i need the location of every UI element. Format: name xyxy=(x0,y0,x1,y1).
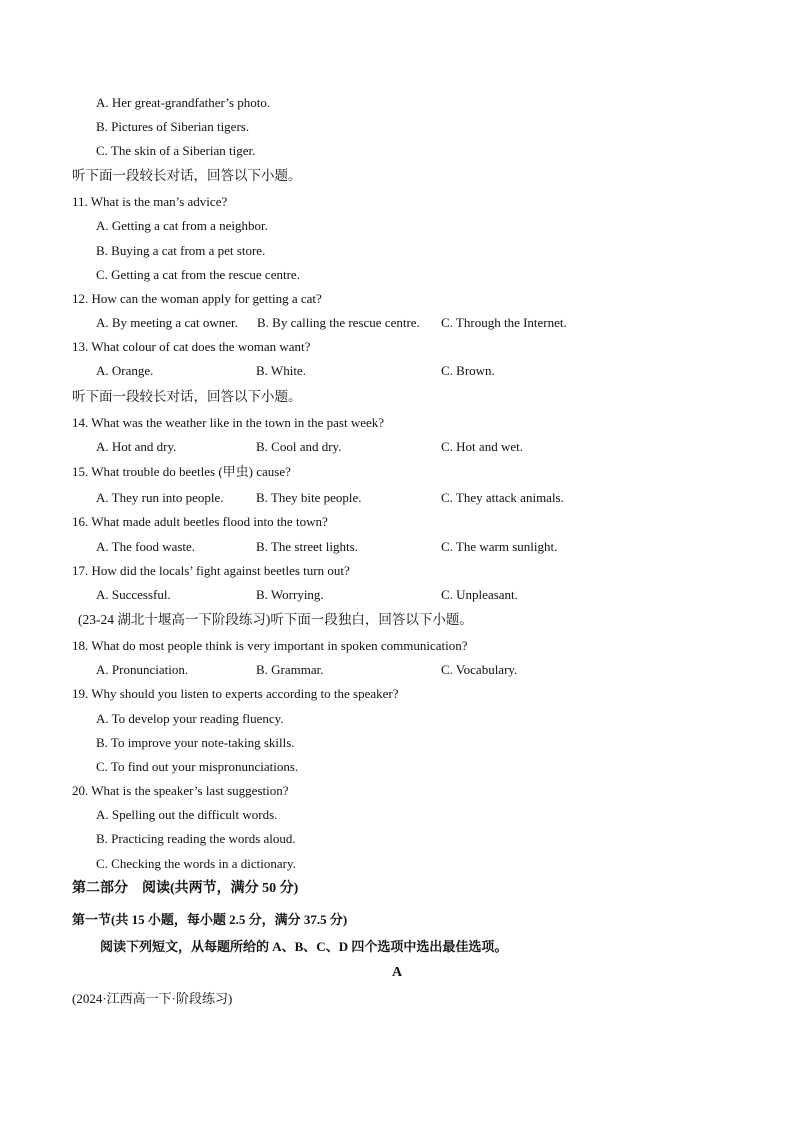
option-10c: C. The skin of a Siberian tiger. xyxy=(96,143,256,158)
option-12c: C. Through the Internet. xyxy=(441,315,567,330)
option-14c: C. Hot and wet. xyxy=(441,439,523,454)
option-11c: C. Getting a cat from the rescue centre. xyxy=(96,267,300,282)
option-20a: A. Spelling out the difficult words. xyxy=(96,807,278,822)
question-12: 12. How can the woman apply for getting a cat? xyxy=(72,291,322,306)
section-heading: 第一节(共 15 小题，每小题 2.5 分，满分 37.5 分) xyxy=(72,912,348,927)
option-14a: A. Hot and dry. xyxy=(96,439,177,454)
part-heading: 第二部分 阅读(共两节，满分 50 分) xyxy=(72,881,299,896)
question-17: 17. How did the locals’ fight against beetles turn out? xyxy=(72,563,350,578)
question-14: 14. What was the weather like in the town in the past week? xyxy=(72,415,385,430)
option-10a: A. Her great-grandfather’s photo. xyxy=(96,95,271,110)
option-17a: A. Successful. xyxy=(96,587,171,602)
option-20b: B. Practicing reading the words aloud. xyxy=(96,831,296,846)
option-19c: C. To find out your mispronunciations. xyxy=(96,759,299,774)
option-16b: B. The street lights. xyxy=(256,539,358,554)
option-13c: C. Brown. xyxy=(441,363,495,378)
section-instruction: (23-24 湖北十堰高一下阶段练习)听下面一段独白，回答以下小题。 xyxy=(78,612,473,627)
option-15a: A. They run into people. xyxy=(96,490,224,505)
option-11a: A. Getting a cat from a neighbor. xyxy=(96,218,268,233)
section-instruction: 听下面一段较长对话，回答以下小题。 xyxy=(72,168,302,183)
question-19: 19. Why should you listen to experts according to the speaker? xyxy=(72,686,399,701)
question-15: 15. What trouble do beetles (甲虫) cause? xyxy=(72,464,291,479)
question-18: 18. What do most people think is very important in spoken communication? xyxy=(72,638,468,653)
option-17b: B. Worrying. xyxy=(256,587,324,602)
section-instruction: 听下面一段较长对话，回答以下小题。 xyxy=(72,389,302,404)
option-11b: B. Buying a cat from a pet store. xyxy=(96,243,266,258)
option-13b: B. White. xyxy=(256,363,306,378)
option-15c: C. They attack animals. xyxy=(441,490,564,505)
question-11: 11. What is the man’s advice? xyxy=(72,194,228,209)
passage-source: (2024·江西高一下·阶段练习) xyxy=(72,991,233,1006)
reading-instruction: 阅读下列短文，从每题所给的 A、B、C、D 四个选项中选出最佳选项。 xyxy=(100,939,508,954)
option-14b: B. Cool and dry. xyxy=(256,439,342,454)
question-20: 20. What is the speaker’s last suggestion? xyxy=(72,783,289,798)
option-10b: B. Pictures of Siberian tigers. xyxy=(96,119,250,134)
option-12b: B. By calling the rescue centre. xyxy=(257,315,420,330)
option-18a: A. Pronunciation. xyxy=(96,662,189,677)
option-18b: B. Grammar. xyxy=(256,662,324,677)
option-12a: A. By meeting a cat owner. xyxy=(96,315,238,330)
option-16c: C. The warm sunlight. xyxy=(441,539,558,554)
option-13a: A. Orange. xyxy=(96,363,154,378)
option-18c: C. Vocabulary. xyxy=(441,662,518,677)
question-13: 13. What colour of cat does the woman want? xyxy=(72,339,311,354)
option-19a: A. To develop your reading fluency. xyxy=(96,711,284,726)
option-16a: A. The food waste. xyxy=(96,539,196,554)
passage-label: A xyxy=(391,965,403,980)
option-15b: B. They bite people. xyxy=(256,490,362,505)
option-20c: C. Checking the words in a dictionary. xyxy=(96,856,296,871)
question-16: 16. What made adult beetles flood into the town? xyxy=(72,514,328,529)
option-19b: B. To improve your note-taking skills. xyxy=(96,735,295,750)
option-17c: C. Unpleasant. xyxy=(441,587,518,602)
